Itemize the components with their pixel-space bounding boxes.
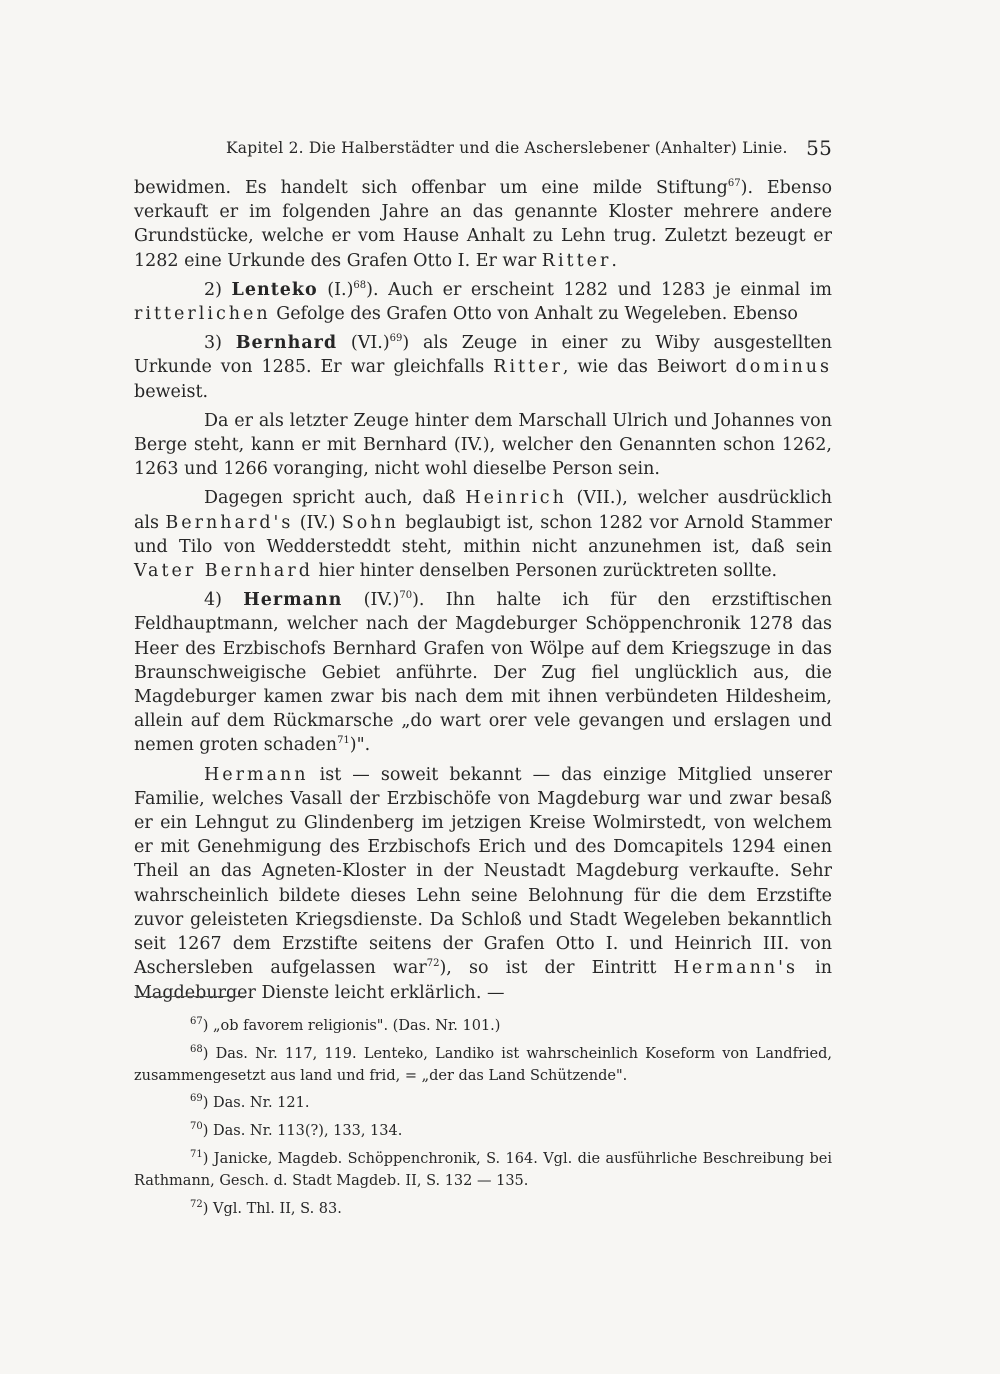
- spaced-term: Ritter: [541, 250, 612, 271]
- text-run: ). Ebenso verkauft er im folgenden Jahre an das genannte Kloster mehrere andere Grundstücke, welche er vom Hause Anhalt zu Lehn trug. Zuletzt bezeugt er 1282 eine Urkunde des Grafen Otto I. Er war: [134, 178, 833, 271]
- spaced-term: Hermann's: [673, 958, 798, 979]
- person-name: Hermann: [243, 590, 343, 611]
- roman-numeral: (IV.): [363, 590, 400, 611]
- spaced-term: dominus: [735, 357, 832, 378]
- roman-numeral: (I.): [327, 279, 354, 300]
- footnote: [134, 1093, 832, 1115]
- footnote-ref: 67: [727, 178, 741, 190]
- page-number: 55: [806, 136, 832, 160]
- footnote-number: 67: [190, 1016, 203, 1028]
- text-run: (IV.): [293, 512, 342, 533]
- footnote: [134, 1199, 832, 1221]
- text-run: Gefolge des Grafen Otto von Anhalt zu Wegeleben. Ebenso: [270, 304, 798, 325]
- footnote-text: ) Janicke, Magdeb. Schöppenchronik, S. 164. Vgl. die ausführliche Beschreibung bei Rathmann, Gesch. d. Stadt Magdeb. II, S. 132 — 135.: [134, 1150, 832, 1189]
- spaced-term: ritterlichen: [134, 304, 271, 325]
- running-title: Kapitel 2. Die Halberstädter und die Ascherslebener (Anhalter) Linie.: [226, 139, 788, 157]
- paragraph-1: [134, 176, 832, 273]
- paragraph-4: Da er als letzter Zeuge hinter dem Marschall Ulrich und Johannes von Berge steht, kann er mit Bernhard (IV.), welcher den Genannten schon 1262, 1263 und 1266 voranging, nicht wohl dieselbe Person sein.: [134, 410, 832, 480]
- text-run: in Magdeburger Dienste leicht erklärlich. —: [134, 958, 832, 1003]
- text-run: (VII.), welcher ausdrücklich als: [134, 488, 832, 533]
- footnote-ref: 72: [426, 958, 440, 970]
- spaced-term: Bernhard's: [165, 512, 294, 533]
- page-header: [134, 136, 832, 162]
- footnote: [134, 1044, 832, 1088]
- footnote-ref: 68: [353, 279, 367, 291]
- person-name: Bernhard: [235, 333, 338, 354]
- footnote: [134, 1016, 832, 1038]
- entry-number: 3): [204, 333, 222, 354]
- footnote-ref: 69: [389, 333, 403, 345]
- footnote-divider: [134, 996, 246, 997]
- text-run: .: [611, 250, 617, 271]
- footnote-text: ) Das. Nr. 121.: [202, 1095, 310, 1112]
- footnotes: [134, 1016, 832, 1226]
- text-run: hier hinter denselben Personen zurücktreten sollte.: [312, 561, 778, 582]
- footnote-number: 72: [190, 1198, 203, 1210]
- paragraph-2-lenteko: [134, 278, 832, 326]
- footnote-number: 71: [190, 1149, 203, 1161]
- footnote-ref: 71: [337, 735, 350, 747]
- spaced-term: Ritter: [493, 357, 563, 378]
- footnote-number: 70: [190, 1121, 203, 1133]
- footnote: [134, 1149, 832, 1193]
- text-run: ist — soweit bekannt — das einzige Mitglied unserer Familie, welches Vasall der Erzbischöfe von Magdeburg war und zwar besaß er ein Lehngut zu Glindenberg im jetzigen Kreise Wolmirstedt, von welchem er mit Genehmigung des Erzbischofs Erich und des Domcapitels 1294 einen Theil an das Agneten-Kloster in der Neustadt Magdeburg verkaufte. Sehr wahrscheinlich bildete dieses Lehn seine Belohnung für die dem Erzstifte zuvor geleisteten Kriegsdienste. Da Schloß und Stadt Wegeleben bekanntlich seit 1267 dem Erzstifte seitens der Grafen Otto I. und Heinrich III. von Aschersleben aufgelassen war: [134, 764, 832, 979]
- text-run: ), so ist der Eintritt: [439, 958, 674, 979]
- footnote-text: ) „ob favorem religionis". (Das. Nr. 101.): [202, 1018, 501, 1034]
- paragraph-6-hermann: [134, 588, 832, 757]
- spaced-term: Heinrich: [465, 488, 567, 509]
- paragraph-7: [134, 763, 832, 1005]
- footnote: [134, 1121, 832, 1143]
- main-text: [134, 176, 832, 1005]
- text-run: bewidmen. Es handelt sich offenbar um eine milde Stiftung: [134, 178, 728, 198]
- text-run: ). Ihn halte ich für den erzstiftischen Feldhauptmann, welcher nach der Magdeburger Schöppenchronik 1278 das Heer des Erzbischofs Bernhard Grafen von Wölpe auf dem Kriegszuge in das Braunschweigische Gebiet anführte. Der Zug fiel unglücklich aus, die Magdeburger kamen zwar bis nach dem mit ihnen verbündeten Hildesheim, allein auf dem Rückmarsche „do wart orer vele gevangen und erslagen und nemen groten schaden: [134, 590, 832, 756]
- footnote-text: ) Das. Nr. 113(?), 133, 134.: [202, 1123, 403, 1140]
- footnote-ref: 70: [399, 590, 413, 602]
- paragraph-5: [134, 486, 832, 583]
- text-run: , wie das Beiwort: [562, 357, 736, 378]
- entry-number: 2): [204, 279, 222, 300]
- text-run: )".: [349, 735, 371, 756]
- roman-numeral: (VI.): [350, 333, 390, 354]
- footnote-text: ) Vgl. Thl. II, S. 83.: [202, 1200, 342, 1217]
- person-name: Lenteko: [231, 279, 318, 300]
- spaced-term: Hermann: [204, 764, 309, 785]
- text-run: beglaubigt ist, schon 1282 vor Arnold Stammer und Tilo von Weddersteddt steht, mithin nicht anzunehmen ist, daß sein: [134, 512, 832, 557]
- paragraph-3-bernhard: [134, 331, 832, 404]
- spaced-term: Sohn: [341, 512, 399, 533]
- entry-number: 4): [204, 590, 222, 611]
- text-run: Dagegen spricht auch, daß: [204, 488, 466, 509]
- footnote-text: ) Das. Nr. 117, 119. Lenteko, Landiko ist wahrscheinlich Koseform von Landfried, zusammengesetzt aus land und frid, = „der das Land Schützende".: [134, 1045, 832, 1084]
- footnote-number: 69: [190, 1093, 203, 1105]
- text-run: ) als Zeuge in einer zu Wiby ausgestellten Urkunde von 1285. Er war gleichfalls: [134, 333, 832, 378]
- spaced-term: Vater Bernhard: [134, 561, 313, 582]
- footnote-number: 68: [190, 1043, 203, 1055]
- text-run: ). Auch er erscheint 1282 und 1283 je einmal im: [366, 279, 832, 300]
- text-run: beweist.: [134, 381, 209, 402]
